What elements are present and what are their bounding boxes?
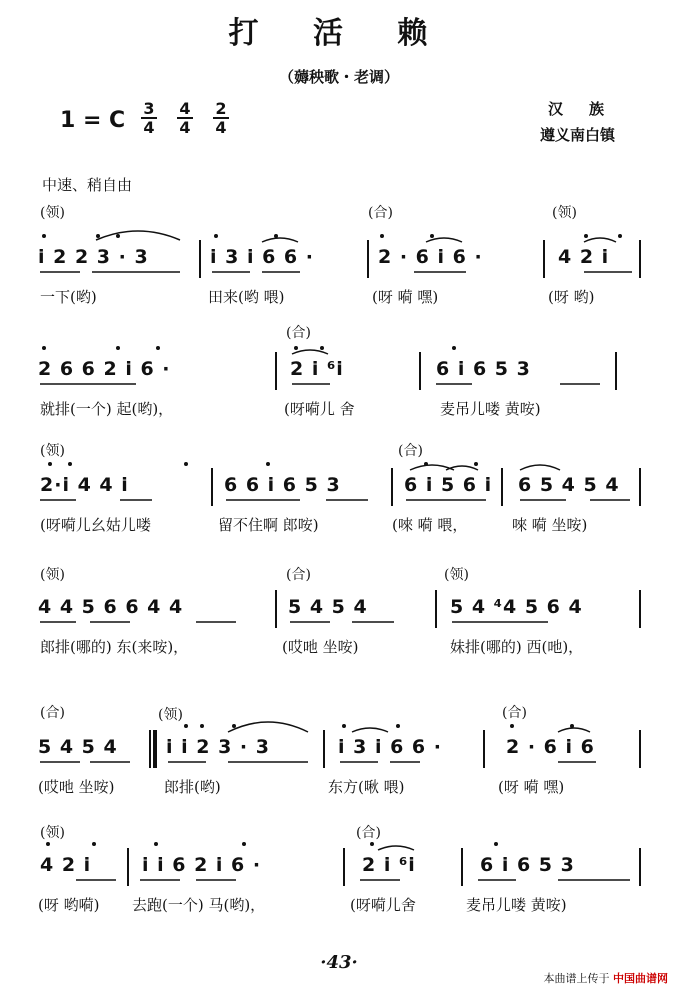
part-tag: (领) bbox=[444, 567, 469, 583]
credit-prefix: 本曲谱上传于 bbox=[543, 972, 610, 985]
upload-credit bbox=[544, 970, 669, 986]
part-tag: (合) bbox=[286, 325, 311, 341]
notation-measure: 4 4 5 6 6 4 4 bbox=[38, 596, 184, 618]
notation-measure: i i 6 2 i 6 · bbox=[142, 854, 262, 876]
time-signature-den: 4 bbox=[215, 118, 227, 137]
lyric-segment: (哎吔 坐咹) bbox=[38, 778, 115, 796]
page-number: ·43· bbox=[320, 952, 358, 973]
lyric-segment: 留不住啊 郎咹) bbox=[218, 516, 319, 534]
notation-measure: 2 i ⁶i bbox=[290, 358, 344, 380]
lyric-segment: 东方(啾 喂) bbox=[328, 778, 405, 796]
notation-measure: 2 i ⁶i bbox=[362, 854, 416, 876]
credit-site-link[interactable]: 中国曲谱网 bbox=[613, 972, 668, 985]
notation-measure: 6 i 6 5 3 bbox=[436, 358, 531, 380]
notation-measure: 6 6 i 6 5 3 bbox=[224, 474, 341, 496]
lyric-segment: (呀 哟嗬) bbox=[38, 896, 100, 914]
lyric-segment: (唻 嗬 喂， bbox=[392, 516, 468, 534]
lyric-segment: 郎排(哟) bbox=[164, 778, 221, 796]
lyric-segment: 就排(一个) 起(哟)， bbox=[40, 400, 174, 418]
notation-measure: 2·i 4 4 i bbox=[40, 474, 129, 496]
part-tag: (合) bbox=[286, 567, 311, 583]
lyric-segment: 郎排(哪的) 东(来咹)， bbox=[40, 638, 189, 656]
origin-place: 遵义南白镇 bbox=[540, 126, 616, 144]
notation-measure: i 2 2 3 · 3 bbox=[38, 246, 149, 268]
song-title: 打 活 赖 bbox=[228, 16, 450, 51]
lyric-segment: 田来(哟 喂) bbox=[208, 288, 285, 306]
notation-measure: i 3 i 6 6 · bbox=[210, 246, 314, 268]
notation-measure: 6 i 5 6 i bbox=[404, 474, 493, 496]
notation-measure: 2 6 6 2 i 6 · bbox=[38, 358, 171, 380]
origin-ethnicity: 汉族 bbox=[548, 100, 631, 118]
key-signature: 1 = C bbox=[60, 108, 126, 133]
notation-measure: 4 2 i bbox=[558, 246, 610, 268]
lyric-segment: (呀 嗬 嘿) bbox=[372, 288, 439, 306]
lyric-segment: (呀 哟) bbox=[548, 288, 595, 306]
time-signature-num: 3 bbox=[143, 99, 155, 118]
part-tag: (合) bbox=[368, 205, 393, 221]
notation-measure: 5 4 5 4 bbox=[288, 596, 368, 618]
notation-measure: i i 2 3 · 3 bbox=[166, 736, 270, 758]
part-tag: (合) bbox=[356, 825, 381, 841]
notation-measure: 2 · 6 i 6 · bbox=[378, 246, 483, 268]
part-tag: (领) bbox=[158, 707, 183, 723]
song-subtitle: （薅秧歌・老调） bbox=[278, 68, 399, 86]
lyric-segment: 一下(哟) bbox=[40, 288, 97, 306]
time-signature-den: 4 bbox=[179, 118, 191, 137]
part-tag: (领) bbox=[40, 205, 65, 221]
lyric-segment: (呀嗬儿舍 bbox=[350, 896, 416, 914]
part-tag: (领) bbox=[40, 443, 65, 459]
part-tag: (合) bbox=[398, 443, 423, 459]
part-tag: (合) bbox=[502, 705, 527, 721]
lyric-segment: (呀嗬儿 舍 bbox=[284, 400, 355, 418]
lyric-segment: 去跑(一个) 马(哟)， bbox=[132, 896, 266, 914]
tempo-marking: 中速、稍自由 bbox=[42, 176, 133, 194]
lyric-segment: (哎吔 坐咹) bbox=[282, 638, 359, 656]
lyric-segment: 麦吊儿喽 黄咹) bbox=[440, 400, 541, 418]
time-signature-num: 4 bbox=[179, 99, 191, 118]
lyric-segment: (呀 嗬 嘿) bbox=[498, 778, 565, 796]
notation-measure: 2 · 6 i 6 bbox=[506, 736, 595, 758]
part-tag: (领) bbox=[40, 567, 65, 583]
time-signature-num: 2 bbox=[215, 99, 227, 118]
part-tag: (领) bbox=[552, 205, 577, 221]
notation-measure: 5 4 5 4 bbox=[38, 736, 118, 758]
lyric-segment: (呀嗬儿幺姑儿喽 bbox=[40, 516, 151, 534]
notation-measure: i 3 i 6 6 · bbox=[338, 736, 442, 758]
lyric-segment: 麦吊儿喽 黄咹) bbox=[466, 896, 567, 914]
notation-measure: 6 5 4 5 4 bbox=[518, 474, 620, 496]
notation-measure: 4 2 i bbox=[40, 854, 92, 876]
part-tag: (领) bbox=[40, 825, 65, 841]
notation-measure: 6 i 6 5 3 bbox=[480, 854, 575, 876]
time-signature-den: 4 bbox=[143, 118, 155, 137]
part-tag: (合) bbox=[40, 705, 65, 721]
notation-measure: 5 4 ⁴4 5 6 4 bbox=[450, 596, 583, 618]
lyric-segment: 妹排(哪的) 西(吔)， bbox=[450, 638, 584, 656]
lyric-segment: 唻 嗬 坐咹) bbox=[512, 516, 588, 534]
